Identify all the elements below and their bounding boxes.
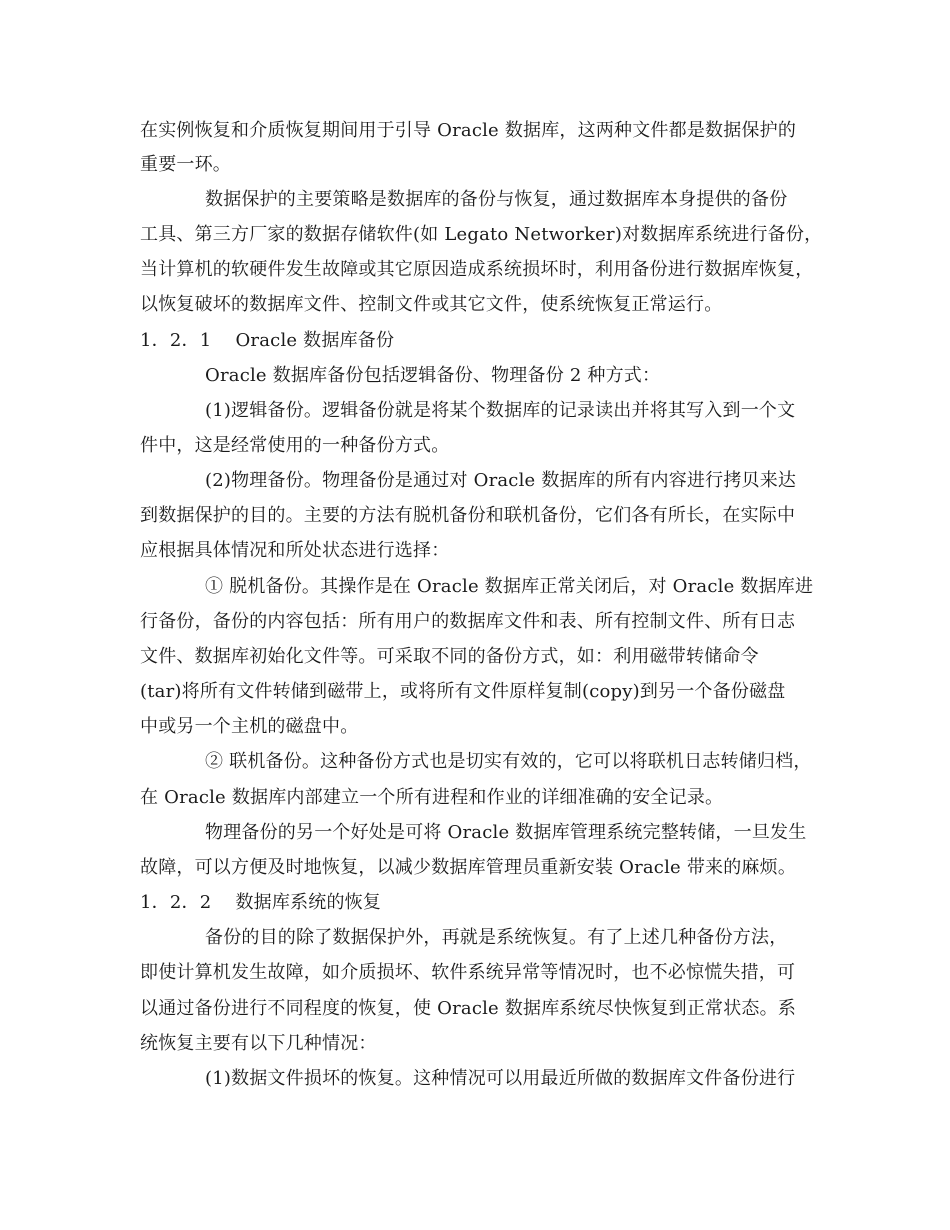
paragraph-line: 数据保护的主要策略是数据库的备份与恢复，通过数据库本身提供的备份 bbox=[205, 189, 788, 210]
paragraph-line: (1)数据文件损坏的恢复。这种情况可以用最近所做的数据库文件备份进行 bbox=[205, 1068, 796, 1089]
paragraph-line: 中或另一个主机的磁盘中。 bbox=[140, 716, 359, 737]
paragraph-line: 在 Oracle 数据库内部建立一个所有进程和作业的详细准确的安全记录。 bbox=[140, 787, 724, 808]
paragraph-line: 重要一环。 bbox=[140, 154, 231, 175]
paragraph-line: (tar)将所有文件转储到磁带上，或将所有文件原样复制(copy)到另一个备份磁盘 bbox=[140, 681, 786, 702]
paragraph-line: 即使计算机发生故障，如介质损坏、软件系统异常等情况时，也不必惊慌失措，可 bbox=[140, 962, 796, 983]
paragraph-line: 应根据具体情况和所处状态进行选择： bbox=[140, 540, 450, 561]
paragraph-line: 故障，可以方便及时地恢复，以减少数据库管理员重新安装 Oracle 带来的麻烦。 bbox=[140, 857, 797, 878]
paragraph-line: 以恢复破坏的数据库文件、控制文件或其它文件，使系统恢复正常运行。 bbox=[140, 294, 723, 315]
paragraph-line: 物理备份的另一个好处是可将 Oracle 数据库管理系统完整转储，一旦发生 bbox=[205, 822, 807, 843]
paragraph-line: ② 联机备份。这种备份方式也是切实有效的，它可以将联机日志转储归档， bbox=[205, 751, 812, 772]
paragraph-line: (2)物理备份。物理备份是通过对 Oracle 数据库的所有内容进行拷贝来达 bbox=[205, 470, 797, 491]
paragraph-line: 文件、数据库初始化文件等。可采取不同的备份方式，如：利用磁带转储命令 bbox=[140, 646, 759, 667]
paragraph-line: 到数据保护的目的。主要的方法有脱机备份和联机备份，它们各有所长，在实际中 bbox=[140, 505, 796, 526]
paragraph-line: 统恢复主要有以下几种情况： bbox=[140, 1033, 377, 1054]
paragraph-line: 件中，这是经常使用的一种备份方式。 bbox=[140, 435, 450, 456]
paragraph-line: (1)逻辑备份。逻辑备份就是将某个数据库的记录读出并将其写入到一个文 bbox=[205, 400, 796, 421]
paragraph-line: 工具、第三方厂家的数据存储软件(如 Legato Networker)对数据库系统进行备份， bbox=[140, 224, 823, 245]
paragraph-line: Oracle 数据库备份包括逻辑备份、物理备份 2 种方式： bbox=[205, 365, 661, 386]
paragraph-line: 当计算机的软硬件发生故障或其它原因造成系统损坏时，利用备份进行数据库恢复， bbox=[140, 259, 814, 280]
section-heading: 1．2．1 Oracle 数据库备份 bbox=[140, 330, 395, 351]
section-heading: 1．2．2 数据库系统的恢复 bbox=[140, 892, 382, 913]
paragraph-line: 行备份，备份的内容包括：所有用户的数据库文件和表、所有控制文件、所有日志 bbox=[140, 611, 796, 632]
paragraph-line: ① 脱机备份。其操作是在 Oracle 数据库正常关闭后，对 Oracle 数据库进 bbox=[205, 576, 814, 597]
paragraph-line: 以通过备份进行不同程度的恢复，使 Oracle 数据库系统尽快恢复到正常状态。系 bbox=[140, 998, 797, 1019]
paragraph-line: 在实例恢复和介质恢复期间用于引导 Oracle 数据库，这两种文件都是数据保护的 bbox=[140, 120, 797, 141]
paragraph-line: 备份的目的除了数据保护外，再就是系统恢复。有了上述几种备份方法， bbox=[205, 927, 788, 948]
